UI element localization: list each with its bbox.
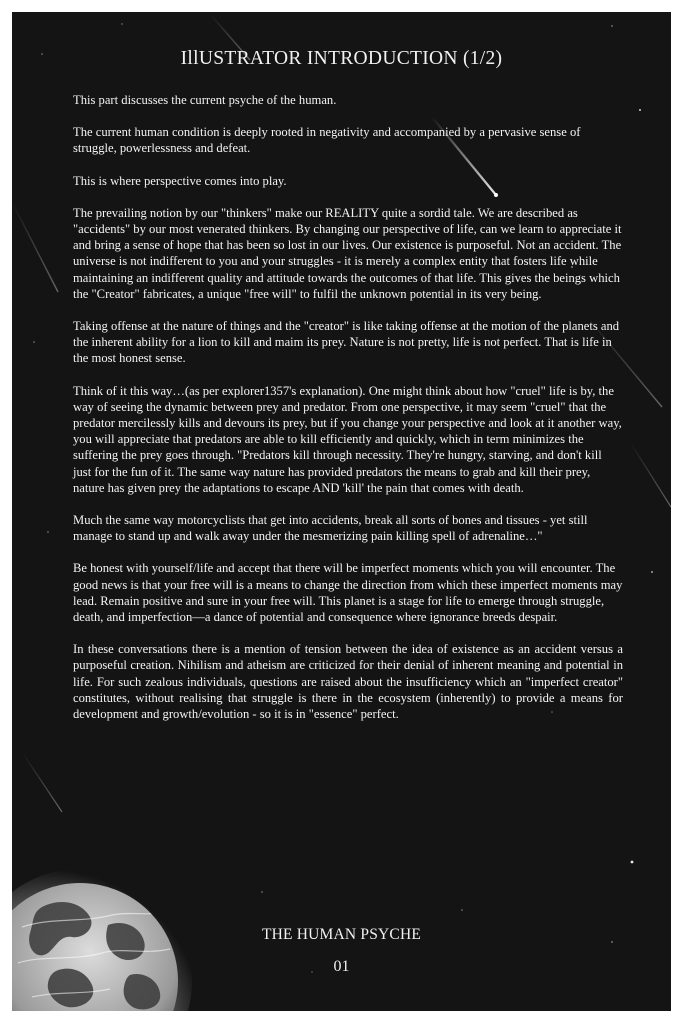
paragraph: This is where perspective comes into play. [73,173,287,188]
paragraph: Taking offense at the nature of things and the "creator" is like taking offense at the motion of the planets and the inherent ability for a lion to kill and maim its prey. Nature is not pretty, life is not perfect. That is life in the most honest sense. [73,319,620,366]
meteor-streak [12,202,58,292]
page-number: 01 [333,958,350,975]
paragraph: Be honest with yourself/life and accept that there will be imperfect moments which you will encounter. The good news is that your free will is a means to change the direction from which these imperfect moments may lead. Remain positive and sure in your free will. This planet is a stage for life to emerge through struggle, death, and imperfection—a dance of potential and consequence where ignorance breeds despair. [73,561,623,625]
meteor-streak [22,752,62,812]
chapter-title: THE HUMAN PSYCHE [261,926,422,943]
paragraph: The current human condition is deeply rooted in negativity and accompanied by a pervasive sense of struggle, powerlessness and defeat. [73,125,581,156]
page-title: IllUSTRATOR INTRODUCTION (1/2) [180,48,503,69]
paragraph: The prevailing notion by our "thinkers" make our REALITY quite a sordid tale. We are described as "accidents" by our most venerated thinkers. By changing our perspective of life, can we learn to appreciate it and bring a sense of hope that has been so lost in our lives. Our existence is purposeful. Not an accident. The universe is not indifferent to you and your struggles - it is merely a complex entity that fosters life while maintaining an indifferent quality and attitude towards the outcomes of that life. This gives the beings which the "Creator" fabricates, a unique "free will" to fulfil the unknown potential in its very being. [73,205,622,301]
paragraph: This part discusses the current psyche of the human. [73,93,337,107]
meteor-streak [630,442,671,507]
paragraph: Much the same way motorcyclists that get into accidents, break all sorts of bones and tissues - yet still manage to stand up and walk away under the mesmerizing pain killing spell of adrenaline…" [73,513,588,544]
body-text [73,92,623,738]
book-page [12,12,671,1011]
paragraph: Think of it this way…(as per explorer1357's explanation). One might think about how "cruel" life is by, the way of seeing the dynamic between prey and predator. From one perspective, it may seem "cruel" that the predator mercilessly kills and devours its prey, but if you change your perspective and look at it another way, you will appreciate that predators are able to kill efficiently and quickly, which in term minimizes the suffering the prey goes through. "Predators kill through necessity. They're hungry, starving, and don't kill just for the fun of it. The same way nature has provided predators the means to grab and kill their prey, nature has given prey the adaptations to escape AND 'kill' the pain that comes with death. [73,383,622,495]
paragraph: In these conversations there is a mention of tension between the idea of existence as an accident versus a purposeful creation. Nihilism and atheism are criticized for their denial of inherent meaning and potential in life. For such zealous individuals, questions are raised about the insufficiency which an "imperfect creator" constitutes, without realising that struggle is there in the ecosystem (inherently) to provide a means for development and growth/evolution - so it is in "essence" perfect. [73,642,623,722]
